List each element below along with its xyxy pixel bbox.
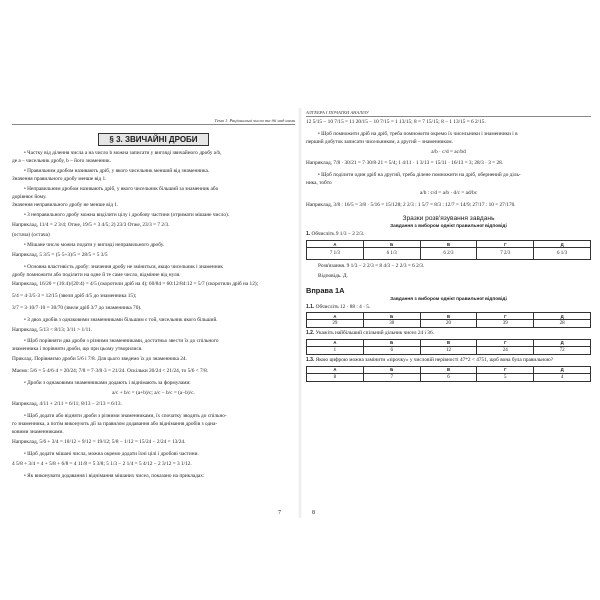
mcq-heading: Завдання з вибором однієї правильної відповіді [390, 296, 507, 302]
text-line: • Щоб помножити дріб на дріб, треба помножити окремо їх чисельники і знаменники і в [318, 130, 518, 137]
text-line: го знаменника, а потім виконують дії за правилом додавання або віднімання дробів з одна- [12, 421, 218, 428]
answer-option: 6 2/3 [420, 248, 477, 260]
answer-option: 28 [534, 320, 591, 328]
text-line: • Основна властивість дробу: значення дробу не зміниться, якщо чисельник і знаменник [24, 263, 223, 270]
answer-option: 29 [307, 320, 364, 328]
answer-option: 39 [477, 320, 534, 328]
text-line: Наприклад, 16/20 = (16:4)/(20:4) = 4/5 (скоротили дріб на 4); 60/84 = 60:12/84:12 = 5/7 (скоротили дріб на 12); [12, 281, 259, 288]
answer-header: А [307, 339, 364, 346]
task-label: 1. [306, 231, 311, 238]
mcq-heading: Завдання з вибором однієї правильної відповіді [390, 224, 507, 230]
answer-option: 72 [534, 346, 591, 354]
text-line: • Щоб поділити один дріб на другий, треба ділене помножити на дріб, обернений до діль- [318, 172, 521, 179]
text-line: Значення неправильного дробу не менше від 1. [12, 202, 119, 208]
answer-header: В [420, 366, 477, 373]
text-line: знаменника і порівняти дроби, що при цьому утворилися. [12, 346, 143, 353]
answer-table [306, 240, 591, 260]
answer-option: 12 [420, 346, 477, 354]
text-line: Наприклад, 11/4 = 2 3/4; Отже, 19/5 = 3 4/5; 2) 23/3 Отже, 23/3 = 7 2/3. [12, 222, 170, 229]
answer-header: А [307, 366, 364, 373]
text-line: • Дроби з однаковими знаменниками додають і віднімають за формулами: [24, 379, 191, 386]
answer-option: 20 [420, 320, 477, 328]
answer-option: 1 [307, 346, 364, 354]
page-number: 8 [312, 510, 315, 516]
answer-header: Б [363, 339, 420, 346]
right-body [306, 117, 591, 211]
task-text: Обчисліть 9 1/3 − 2 2/3. [311, 231, 365, 238]
text-line: 12 5/15 − 10 7/15 = 11 20/15 − 10 7/15 = 1 13/15; 8 = 7 15/15; 8 − 1 13/15 = 6 2/15. [306, 119, 486, 125]
text-line: Наприклад, 5 3/5 = (5·5+3)/5 = 28/5 = 5 3/5 [12, 251, 108, 258]
question-1-2 [306, 330, 591, 355]
question-label: 1.1. [306, 303, 315, 310]
text-line: Наприклад, 5/13 < 8/13; 3/11 > 1/11. [12, 326, 93, 333]
answer-option: 4 [534, 373, 591, 381]
text-line: 3/7 = 3·10/7·10 = 30/70 (звели дріб 3/7 до знаменника 70). [12, 304, 142, 311]
answer-header: В [420, 313, 477, 320]
text-line: • Щоб порівняти два дроби з різними знаменниками, достатньо звести їх до спільного [24, 338, 219, 345]
text-line: Приклад. Порівняємо дроби 5/6 і 7/8. Для цього зведемо їх до знаменника 24. [12, 356, 187, 363]
answer-table [306, 312, 591, 328]
answer-table [306, 339, 591, 355]
text-line: (остача) (остача) [12, 231, 50, 238]
answer-header: В [420, 241, 477, 248]
left-body [12, 150, 295, 480]
answer-option: 7 2/3 [477, 248, 534, 260]
text-line: • З двох дробів з однаковими знаменниками більшим є той, чисельник якого більший. [24, 316, 218, 323]
text-line: 5/4 = 4·3/5·3 = 12/15 (звели дріб 4/5 до знаменника 15); [12, 293, 137, 300]
text-line: Наприклад, 3/8 : 16/5 = 3/8 · 5/16 = 15/128; 2 2/3 : 1 5/7 = 8/3 : 12/7 = 14/9; 27/17 : 10 = 27/170. [306, 201, 516, 208]
answer-header: Б [363, 366, 420, 373]
answer-header: Д [534, 339, 591, 346]
answer-header: Д [534, 241, 591, 248]
question-1-1 [306, 304, 591, 329]
answer-table [306, 366, 591, 382]
answer-option: 6 [363, 346, 420, 354]
answer-option: 5 [477, 373, 534, 381]
text-line: Маємо: 5/6 = 5·4/6·4 = 20/24; 7/8 = 7·3/8·3 = 21/24. Оскільки 20/24 < 21/24, то 5/6 < 7/8. [12, 367, 209, 374]
text-line: перший добуток записати чисельником, а другий – знаменником. [306, 138, 453, 145]
answer-header: Б [363, 241, 420, 248]
question-text: Обчисліть 12 · 88 : 4 · 5. [315, 303, 371, 310]
text-line: • Щоб додати мішані числа, можна окремо додати їхні цілі і дробові частини. [24, 450, 199, 457]
formula-line: a/b : c/d = a/b · d/c = ad/bc [419, 190, 478, 197]
answer-option: 24 [477, 346, 534, 354]
text-line: ника, тобто [306, 180, 332, 187]
exercise-title: Вправа 1А [306, 285, 345, 295]
text-line: • Правильним дробом називають дріб, у якого чисельник менший від знаменника. [24, 168, 210, 175]
question-text: Якою цифрою можна замінити «зірочку» у числовій нерівності 47*2 < 4751, щоб вона була правильною? [315, 356, 554, 363]
answer-option: 6 1/3 [363, 248, 420, 260]
solution-text: Розв'язання. 9 1/3 − 2 2/3 = 8 4/3 − 2 2/3 = 6 2/3. [318, 263, 425, 269]
text-line: Наприклад, 4/11 + 2/11 = 6/11; 8/13 − 2/13 = 6/13. [12, 401, 122, 408]
answer-header: Д [534, 313, 591, 320]
question-label: 1.3. [306, 356, 315, 363]
answer-header: Г [477, 366, 534, 373]
answer-option: 7 1/3 [307, 248, 364, 260]
answer-header: Д [534, 366, 591, 373]
answer-option: 8 [307, 373, 364, 381]
answer-option: 6 1/3 [534, 248, 591, 260]
answer-option: 30 [363, 320, 420, 328]
answer-header: А [307, 313, 364, 320]
text-line: ковими знаменниками. [12, 428, 64, 435]
text-line: • Мішане число можна подати у вигляді неправильного дробу. [24, 241, 165, 248]
question-label: 1.2. [306, 330, 315, 337]
question-text: Укажіть найбільший спільний дільник чисел 24 і 36. [315, 330, 434, 337]
answer-header: В [420, 339, 477, 346]
formula-line: a/c + b/c = (a+b)/c; a/c − b/c = (a−b)/c. [112, 389, 195, 396]
answer-header: А [307, 241, 364, 248]
text-line: Значення правильного дробу менше від 1. [12, 176, 107, 182]
text-line: • Як виконувати додавання і віднімання мішаних чисел, показано на прикладах: [24, 472, 205, 479]
text-line: • Частку від ділення числа a на число b можна записати у вигляді звичайного дробу a/b, [24, 150, 222, 156]
answer-header: Г [477, 241, 534, 248]
answer-text: Відповідь. Д. [318, 272, 348, 279]
task-1 [306, 231, 591, 280]
section-title: § 3. ЗВИЧАЙНІ ДРОБИ [12, 129, 295, 147]
text-line: • З неправильного дробу можна виділити цілу і дробову частини (отримати мішане число). [24, 212, 230, 219]
answer-header: Г [477, 339, 534, 346]
running-head: АЛГЕБРА І ПОЧАТКИ АНАЛІЗУ [306, 110, 591, 117]
answer-header: Г [477, 313, 534, 320]
examples-heading: Зразки розв'язування завдань [402, 215, 495, 223]
text-line: де a – чисельник дробу, b – його знаменник. [12, 157, 111, 164]
answer-option: 7 [363, 373, 420, 381]
text-line: дробу помножити або поділити на одне й те саме число, відмінне від нуля. [12, 271, 181, 278]
answer-header: Б [363, 313, 420, 320]
running-head: Тема 1. Раціональні числа та дії над ними [12, 118, 295, 125]
question-1-3 [306, 357, 591, 382]
answer-option: 6 [420, 373, 477, 381]
text-line: • Щоб додати або відняти дроби з різними знаменниками, їх спочатку зводять до спільно- [24, 413, 227, 420]
right-page [306, 108, 591, 518]
left-page [12, 108, 295, 518]
text-line: • Неправильним дробом називають дріб, у якого чисельник більший за знаменник або [24, 186, 219, 193]
text-line: Наприклад, 5/6 + 3/4 = 10/12 + 9/12 = 19/12; 5/8 − 1/12 = 15/24 − 2/24 = 13/24. [12, 438, 186, 445]
formula-line: a/b · c/d = ac/bd [431, 148, 466, 155]
book-gutter [298, 108, 302, 518]
text-line: Наприклад, 7/8 · 30/21 = 7·30/8·21 = 5/4; 1 4/11 · 1 3/13 = 15/11 · 16/13 = 3; 28/3 · 3 = 28. [306, 160, 504, 167]
page-number: 7 [278, 510, 281, 516]
text-line: 4 5/8 + 3/4 = 4 + 5/8 + 6/8 = 4 11/8 = 5 3/8; 5 1/3 − 2 1/4 = 5 4/12 − 2 3/12 = 3 1/12. [12, 460, 192, 467]
text-line: дорівнює йому. [12, 194, 47, 201]
